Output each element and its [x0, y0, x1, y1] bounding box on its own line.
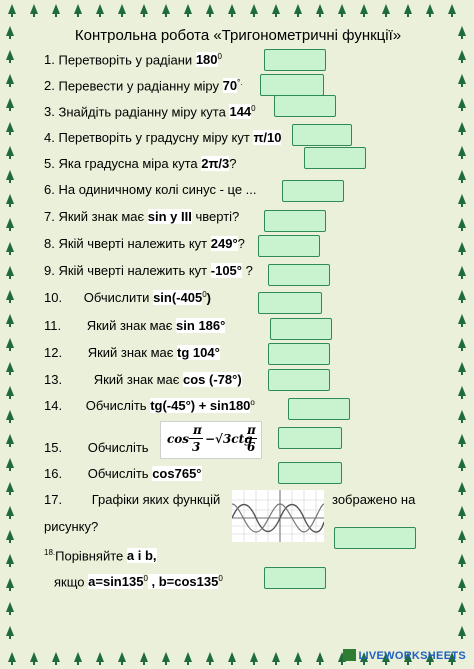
tree-icon [458, 26, 466, 36]
tree-icon [74, 4, 82, 14]
question-17-tail: зображено на [332, 492, 416, 507]
answer-field-13[interactable] [268, 369, 330, 391]
answer-field-2[interactable] [260, 74, 324, 96]
answer-field-3[interactable] [274, 95, 336, 117]
tree-icon [458, 218, 466, 228]
tree-icon [458, 98, 466, 108]
tree-icon [6, 530, 14, 540]
tree-icon [6, 122, 14, 132]
tree-icon [250, 652, 258, 662]
tree-icon [96, 4, 104, 14]
tree-icon [6, 578, 14, 588]
answer-field-12[interactable] [268, 343, 330, 365]
answer-field-17[interactable] [334, 527, 416, 549]
tree-icon [404, 4, 412, 14]
tree-icon [458, 410, 466, 420]
tree-icon [6, 170, 14, 180]
answer-field-15[interactable] [278, 427, 342, 449]
tree-icon [6, 242, 14, 252]
tree-icon [30, 4, 38, 14]
tree-icon [316, 4, 324, 14]
answer-field-9[interactable] [268, 264, 330, 286]
tree-icon [6, 98, 14, 108]
tree-icon [184, 652, 192, 662]
tree-icon [458, 602, 466, 612]
liveworksheets-logo: LIVEWORKSHEETS [343, 649, 467, 663]
question-12: 12. Який знак має tg 104° [44, 345, 220, 360]
tree-icon [458, 74, 466, 84]
tree-icon [8, 4, 16, 14]
tree-icon [118, 4, 126, 14]
answer-field-8[interactable] [258, 235, 320, 257]
tree-icon [6, 458, 14, 468]
tree-icon [294, 4, 302, 14]
question-15: 15. Обчисліть [44, 440, 149, 455]
question-14: 14. Обчисліть $tg(-45^\circ) + \sin 180^o$ [44, 398, 255, 414]
tree-icon [206, 652, 214, 662]
tree-icon [448, 4, 456, 14]
answer-field-1[interactable] [264, 49, 326, 71]
question-17-line2: рисунку? [44, 519, 99, 534]
tree-icon [6, 290, 14, 300]
tree-icon [6, 314, 14, 324]
question-18: $^{18.}$Порівняйте a i b, [44, 548, 157, 564]
tree-icon [228, 4, 236, 14]
tree-icon [294, 652, 302, 662]
question-8: 8. Якій чверті належить кут 249°? [44, 236, 245, 251]
tree-icon [6, 266, 14, 276]
tree-icon [272, 4, 280, 14]
tree-icon [458, 314, 466, 324]
tree-icon [6, 626, 14, 636]
tree-icon [6, 362, 14, 372]
tree-icon [458, 482, 466, 492]
question-13: 13. Який знак має cos (-78°) [44, 372, 242, 387]
tree-icon [458, 290, 466, 300]
tree-icon [6, 410, 14, 420]
fraction-bar [189, 438, 203, 439]
tree-icon [458, 554, 466, 564]
tree-icon [74, 652, 82, 662]
tree-icon [140, 4, 148, 14]
question-18-line2: якщо $a=\sin 135^0$ , $b=\cos 135^0$ [54, 574, 223, 590]
tree-icon [6, 26, 14, 36]
question-17: 17. Графіки яких функцій [44, 492, 221, 507]
question-7: 7. Який знак має sin у III чверті? [44, 209, 240, 224]
graph-svg [232, 490, 324, 542]
answer-field-10[interactable] [258, 292, 322, 314]
tree-icon [250, 4, 258, 14]
tree-icon [6, 50, 14, 60]
tree-icon [6, 602, 14, 612]
tree-icon [458, 434, 466, 444]
tree-icon [458, 626, 466, 636]
tree-icon [8, 652, 16, 662]
tree-icon [6, 386, 14, 396]
tree-icon [382, 4, 390, 14]
question-10: 10. Обчислити $\sin(-405^0)$ [44, 290, 211, 306]
tree-icon [228, 652, 236, 662]
tree-icon [206, 4, 214, 14]
tree-icon [338, 4, 346, 14]
tree-icon [272, 652, 280, 662]
tree-icon [6, 434, 14, 444]
question-1: 1. Перетворіть у радіани $180^0$ [44, 52, 222, 68]
tree-icon [6, 506, 14, 516]
question-9: 9. Якій чверті належить кут -105° ? [44, 263, 253, 278]
tree-icon [458, 122, 466, 132]
tree-icon [458, 146, 466, 156]
question-4: 4. Перетворіть у градусну міру кут π/10 [44, 130, 282, 145]
answer-field-11[interactable] [270, 318, 332, 340]
tree-icon [30, 652, 38, 662]
tree-icon [458, 530, 466, 540]
tree-icon [458, 242, 466, 252]
tree-icon [458, 50, 466, 60]
tree-icon [458, 266, 466, 276]
tree-icon [316, 652, 324, 662]
tree-icon [6, 338, 14, 348]
question-11: 11. Який знак має sin 186° [44, 318, 226, 333]
answer-field-7[interactable] [264, 210, 326, 232]
question-16: 16. Обчисліть cos765° [44, 466, 202, 481]
tree-icon [6, 146, 14, 156]
tree-icon [458, 506, 466, 516]
answer-field-14[interactable] [288, 398, 350, 420]
tree-icon [458, 458, 466, 468]
tree-icon [118, 652, 126, 662]
tree-icon [140, 652, 148, 662]
tree-icon [52, 652, 60, 662]
tree-icon [6, 482, 14, 492]
tree-icon [6, 218, 14, 228]
tree-icon [458, 170, 466, 180]
answer-field-18[interactable] [264, 567, 326, 589]
fraction-bar [245, 438, 257, 439]
answer-field-6[interactable] [282, 180, 344, 202]
tree-icon [458, 338, 466, 348]
tree-icon [458, 386, 466, 396]
tree-icon [458, 362, 466, 372]
tree-icon [96, 652, 104, 662]
tree-icon [184, 4, 192, 14]
answer-field-16[interactable] [278, 462, 342, 484]
tree-icon [52, 4, 60, 14]
question-2: 2. Перевести у радіанну міру 70°. [44, 78, 243, 94]
function-graph [232, 490, 324, 542]
tree-icon [360, 4, 368, 14]
tree-icon [426, 4, 434, 14]
logo-icon [343, 649, 356, 661]
tree-icon [6, 74, 14, 84]
question-3: 3. Знайдіть радіанну міру кута $144^0$ [44, 104, 256, 120]
tree-icon [6, 554, 14, 564]
tree-icon [458, 194, 466, 204]
answer-field-5[interactable] [304, 147, 366, 169]
page-title: Контрольна робота «Тригонометричні функції» [74, 27, 402, 44]
tree-icon [458, 578, 466, 588]
question-6: 6. На одиничному колі синус - це ... [44, 182, 257, 197]
formula-15: cos π 3 −√3ctg π 6 [160, 421, 262, 459]
tree-icon [162, 652, 170, 662]
tree-icon [162, 4, 170, 14]
tree-icon [6, 194, 14, 204]
question-5: 5. Яка градусна міра кута 2π/3? [44, 156, 237, 171]
answer-field-4[interactable] [292, 124, 352, 146]
